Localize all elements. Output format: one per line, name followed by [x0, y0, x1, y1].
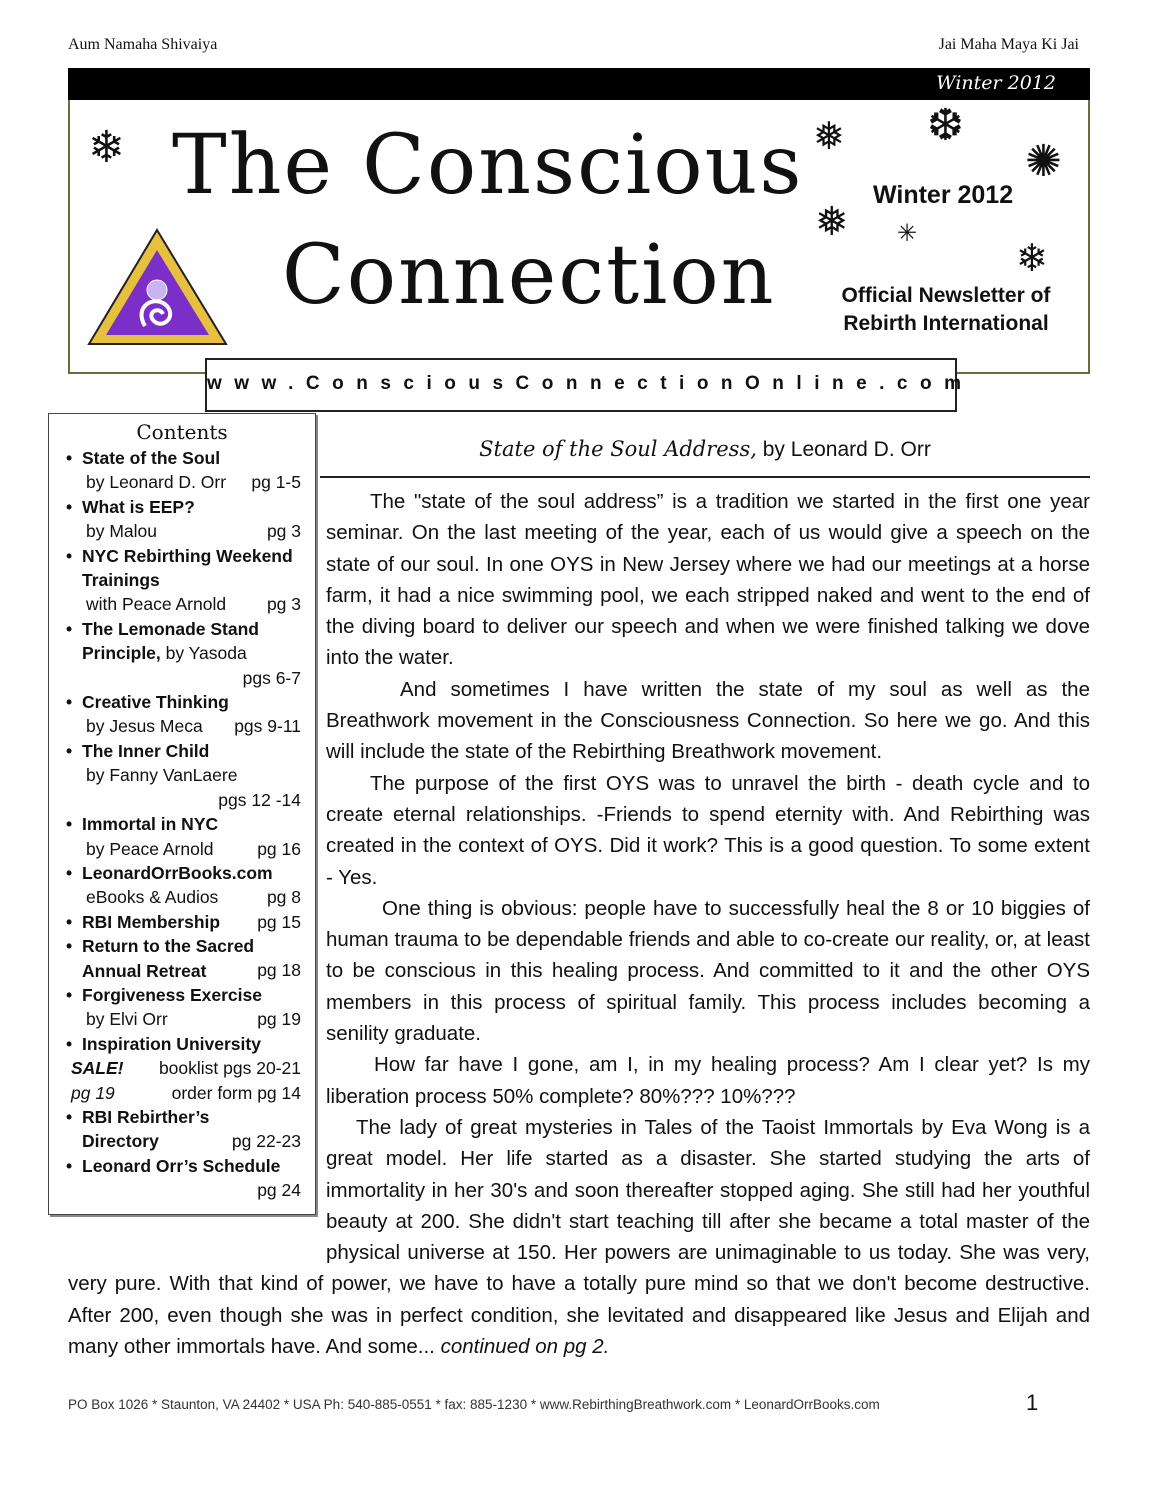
- contents-item-title: • NYC Rebirthing Weekend Trainings: [82, 546, 293, 590]
- contents-item-author: by Peace Arnold: [86, 838, 214, 859]
- snowflake-icon: ❅: [813, 116, 845, 158]
- article-heading: [320, 437, 1090, 462]
- contents-item-author: by Leonard D. Orr: [86, 472, 227, 493]
- contents-item-author: by Malou: [86, 521, 158, 542]
- contents-item-title: • Leonard Orr’s Schedule: [82, 1156, 280, 1176]
- contents-item-author: with Peace Arnold: [86, 594, 227, 615]
- contents-item-page: pgs 6-7: [242, 667, 301, 688]
- contents-item-page: pg 1-5: [251, 472, 301, 493]
- article-body: [68, 486, 1090, 1362]
- contents-item-title: • RBI Rebirther’s Directory: [82, 1107, 209, 1151]
- issue-label: Winter 2012: [873, 181, 1014, 209]
- contents-item-author: eBooks & Audios: [86, 887, 219, 908]
- article-byline: by Leonard D. Orr: [756, 438, 931, 461]
- continued-link[interactable]: continued on pg 2.: [440, 1335, 610, 1359]
- contents-item-author: by Fanny VanLaere: [86, 765, 238, 786]
- contents-item-author: by Yasoda: [160, 643, 247, 664]
- contents-item-page: pg 18: [257, 960, 301, 981]
- contents-item-page: pg 15: [257, 911, 301, 932]
- page-number: 1: [1026, 1390, 1039, 1415]
- contents-heading: Contents: [136, 420, 228, 444]
- contents-item-title: • Creative Thinking: [82, 692, 229, 712]
- snowflake-icon: ❄: [1016, 238, 1048, 280]
- paragraph: And sometimes I have written the state of my soul as well as the Breathwork movement in the Consciousness Connection. So here we go. And this will include the state of the Rebirthing Breathwork movement.: [326, 677, 1090, 764]
- bar-issue: Winter 2012: [936, 72, 1056, 94]
- paragraph: One thing is obvious: people have to successfully heal the 8 or 10 biggies of human trauma to be dependable friends and able to co-create our reality, or, at least to be conscious in this healing process. And committed to it and the other OYS members in this process of spiritual family. This process includes becoming a senility graduate.: [326, 896, 1090, 1046]
- footer-address: PO Box 1026 * Staunton, VA 24402 * USA Ph: 540-885-0551 * fax: 885-1230 * www.RebirthingBreathwork.com * LeonardOrrBooks.com: [68, 1397, 880, 1412]
- contents-item-page: pg 19: [257, 1009, 301, 1030]
- snowflake-icon: ❄: [88, 123, 125, 172]
- heading-rule: [320, 476, 1090, 478]
- newsletter-subtitle: [826, 282, 1066, 338]
- snowflake-icon: ❅: [815, 200, 849, 244]
- contents-item-page: pg 22-23: [231, 1130, 301, 1151]
- contents-item-page: pg 3: [266, 594, 301, 615]
- title-line-1: The Conscious: [172, 118, 804, 213]
- masthead-bar: [68, 68, 1090, 100]
- triangle-logo-icon: [85, 226, 230, 348]
- title-line-2: Connection: [282, 228, 776, 323]
- contents-item-page: pgs 12 -14: [218, 789, 301, 810]
- contents-item-page: pg 24: [257, 1180, 301, 1201]
- contents-item-title: • What is EEP?: [82, 497, 195, 517]
- contents-item-title: • Inspiration University: [82, 1034, 261, 1054]
- contents-item-title: • LeonardOrrBooks.com: [82, 863, 273, 883]
- contents-item-page: order form pg 14: [171, 1082, 301, 1103]
- subtitle-line-1: Official Newsletter of: [841, 284, 1051, 307]
- subtitle-line-2: Rebirth International: [843, 312, 1049, 335]
- snowflake-icon: ✳: [897, 220, 918, 247]
- contents-item-title: • The Inner Child: [82, 741, 209, 761]
- paragraph: The purpose of the first OYS was to unravel the birth - death cycle and to create eternal relationships. -Friends to spend eternity with. And Rebirthing was created in the context of OYS. Did it work? This is a good question. To some extent - Yes.: [326, 771, 1090, 889]
- website-link[interactable]: www.ConsciousConnectionOnline.com: [205, 358, 957, 412]
- paragraph-text: The lady of great mysteries in Tales of the Taoist Immortals by Eva Wong is a great model. Her life started as a disaster. She started studying the arts of immortality in her 30's and soon thereafter stopped aging. She still had her youthful beauty at 200. She didn't start teaching till after she became a total master of the physical universe at 150. Her powers are unimaginable to us today. She was very, very pure. With that kind of power, we have to have a totally pure mind so that we don't become destructive. After 200, even though she was in perfect condition, she levitated and disappeared like Jesus and Elijah and many other immortals have. And some...: [68, 1115, 1090, 1359]
- contents-item-page: pg 8: [266, 887, 301, 908]
- contents-item-title: • Immortal in NYC: [82, 814, 218, 834]
- contents-item-author: SALE!: [71, 1058, 124, 1079]
- contents-item-author: pg 19: [71, 1082, 115, 1103]
- contents-item[interactable]: [49, 446, 315, 470]
- left-mantra: Aum Namaha Shivaiya: [68, 36, 218, 53]
- contents-item-title: • Forgiveness Exercise: [82, 985, 262, 1005]
- contents-item-title: • State of the Soul: [82, 448, 220, 468]
- paragraph: The "state of the soul address” is a tradition we started in the first one year seminar. On the last meeting of the year, each of us would give a speech on the state of our soul. In one OYS in New Jersey where we had our meetings at a horse farm, it had a nice swimming pool, we each stripped naked and went to the end of the diving board to deliver our speech and when we were finished talking we dove into the water.: [326, 490, 1090, 670]
- contents-item-title: • RBI Membership: [82, 912, 220, 932]
- right-mantra: Jai Maha Maya Ki Jai: [938, 36, 1079, 53]
- paragraph: How far have I gone, am I, in my healing process? Am I clear yet? Is my liberation process 50% complete? 80%??? 10%???: [326, 1053, 1090, 1108]
- contents-item-title: • Return to the Sacred Annual Retreat: [82, 936, 254, 980]
- article-title: State of the Soul Address,: [479, 437, 757, 461]
- contents-item-title: • The Lemonade Stand Principle,: [82, 619, 259, 663]
- snowflake-icon: ❆: [927, 101, 964, 150]
- snowflake-icon: ✺: [1025, 137, 1062, 186]
- contents-item-author: by Jesus Meca: [86, 716, 203, 737]
- contents-item-page: pg 3: [266, 521, 301, 542]
- contents-item-page: pg 16: [257, 838, 301, 859]
- contents-item-page: pgs 9-11: [234, 716, 301, 737]
- contents-item-page: booklist pgs 20-21: [158, 1058, 301, 1079]
- contents-item-author: by Elvi Orr: [86, 1009, 168, 1030]
